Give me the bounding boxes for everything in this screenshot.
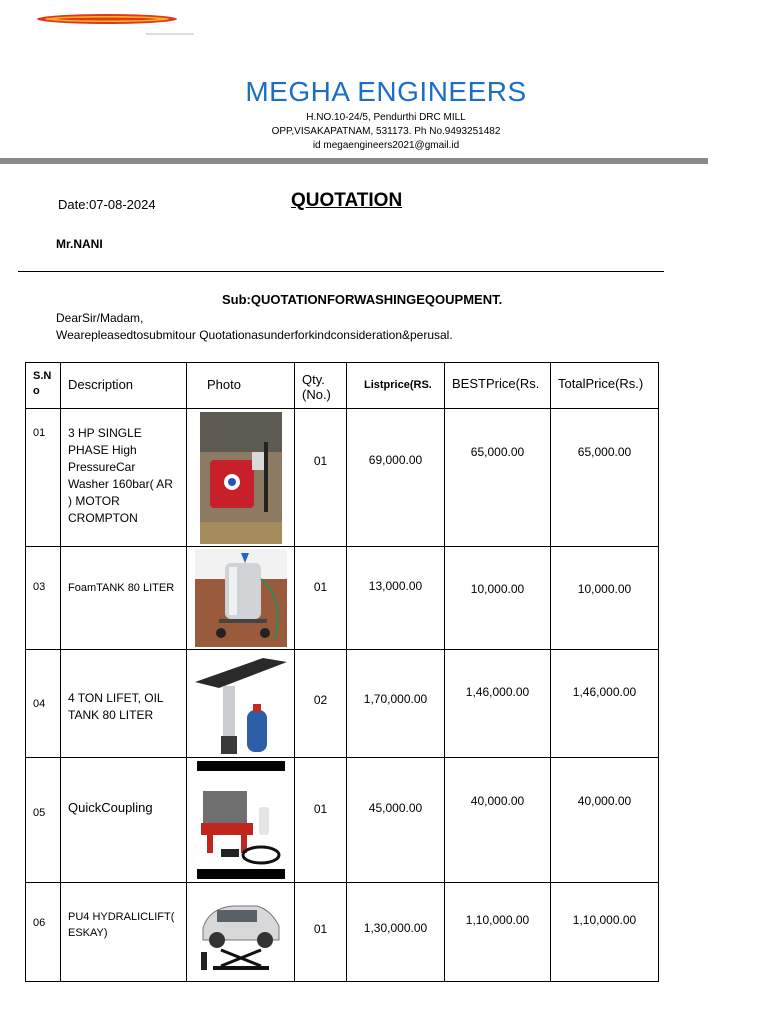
row-qty: 01	[313, 802, 328, 816]
table-row	[26, 547, 659, 650]
row-sno: 03	[33, 581, 46, 593]
row-list-price: 69,000.00	[368, 453, 423, 467]
row-qty: 02	[313, 693, 328, 707]
salutation: DearSir/Madam,	[56, 311, 144, 325]
row-description: FoamTANK 80 LITER	[68, 582, 175, 594]
table-row	[26, 409, 659, 547]
row-sno: 01	[33, 427, 46, 439]
document-title: QUOTATION	[291, 190, 403, 211]
quick-coupling-photo	[197, 761, 285, 879]
table-row	[26, 883, 659, 982]
row-total-price: 10,000.00	[577, 582, 632, 596]
row-sno: 05	[33, 807, 46, 819]
row-list-price: 1,70,000.00	[363, 692, 428, 706]
row-qty: 01	[313, 922, 328, 936]
row-description: QuickCoupling	[68, 800, 153, 815]
row-qty: 01	[313, 454, 328, 468]
row-description: 3 HP SINGLE PHASE High PressureCar Washer 160bar( AR ) MOTOR CROMPTON	[68, 426, 173, 525]
header-list-price: Listprice(RS.	[347, 363, 445, 409]
address-line-1: H.NO.10-24/5, Pendurthi DRC MILL	[306, 112, 466, 123]
address-line-3: id megaengineers2021@gmail.id	[312, 140, 460, 151]
row-list-price: 45,000.00	[368, 801, 423, 815]
row-best-price: 1,46,000.00	[465, 685, 530, 699]
row-best-price: 65,000.00	[470, 445, 525, 459]
address-line-2: OPP,VISAKAPATNAM, 531173. Ph No.9493251482	[271, 126, 501, 137]
row-sno: 04	[33, 698, 46, 710]
table-row	[26, 650, 659, 758]
recipient-name: Mr.NANI	[56, 237, 103, 251]
row-description: PU4 HYDRALICLIFT( ESKAY)	[68, 911, 175, 939]
quotation-table	[25, 362, 659, 982]
row-total-price: 65,000.00	[577, 445, 632, 459]
table-header-row	[26, 363, 659, 409]
header-qty: Qty. (No.)	[295, 363, 347, 409]
header-divider	[0, 158, 708, 164]
row-qty: 01	[313, 580, 328, 594]
table-row	[26, 758, 659, 883]
hydraulic-lift-photo	[199, 892, 283, 972]
row-total-price: 40,000.00	[577, 794, 632, 808]
header-best-price: BESTPrice(Rs.	[445, 363, 551, 409]
subject-line: Sub:QUOTATIONFORWASHINGEQOUPMENT.	[222, 292, 503, 307]
row-list-price: 1,30,000.00	[363, 921, 428, 935]
logo-divider	[146, 33, 194, 35]
header-total-price: TotalPrice(Rs.)	[551, 363, 659, 409]
header-sno: S.N o	[26, 363, 61, 409]
foam-tank-photo	[195, 549, 287, 647]
body-divider	[18, 271, 664, 272]
row-description: 4 TON LIFET, OIL TANK 80 LITER	[68, 691, 164, 722]
intro-text: Wearepleasedtosubmitour Quotationasunderforkindconsideration&perusal.	[56, 328, 453, 342]
quotation-date: Date:07-08-2024	[58, 197, 156, 212]
header-photo: Photo	[187, 363, 295, 409]
row-best-price: 10,000.00	[470, 582, 525, 596]
header-description: Description	[61, 363, 187, 409]
row-sno: 06	[33, 917, 46, 929]
pressure-washer-photo	[200, 412, 282, 544]
row-total-price: 1,46,000.00	[572, 685, 637, 699]
company-logo	[36, 12, 178, 26]
company-name: MEGHA ENGINEERS	[245, 76, 527, 107]
row-list-price: 13,000.00	[368, 579, 423, 593]
row-total-price: 1,10,000.00	[572, 913, 637, 927]
row-best-price: 40,000.00	[470, 794, 525, 808]
row-best-price: 1,10,000.00	[465, 913, 530, 927]
lift-oil-tank-photo	[193, 652, 289, 756]
